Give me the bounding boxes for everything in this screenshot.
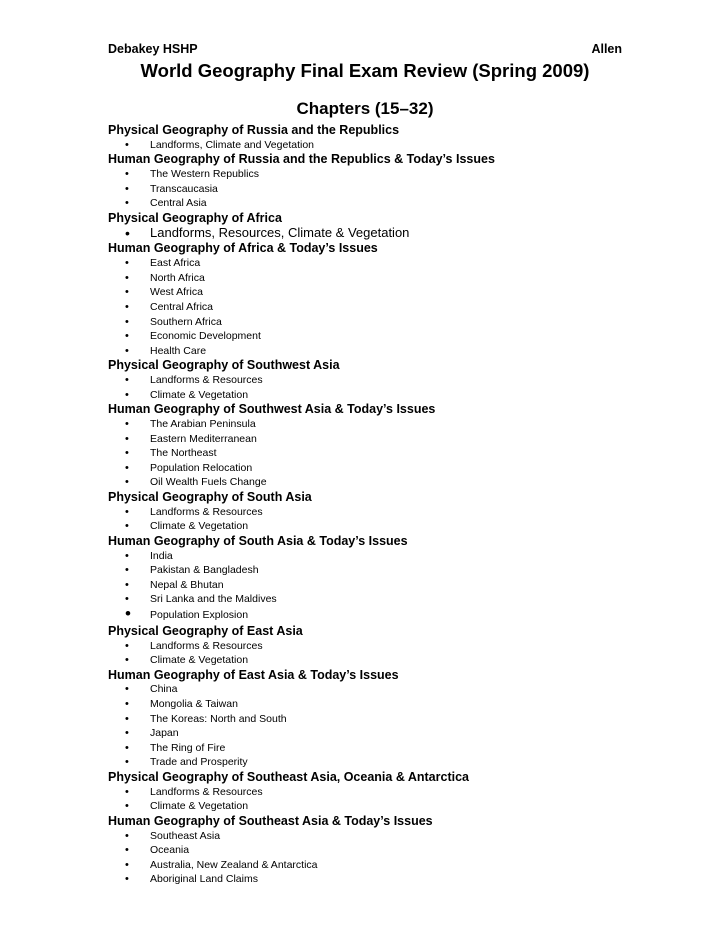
list-item: • The Koreas: North and South [108, 712, 622, 727]
list-item: • Economic Development [108, 329, 622, 344]
list-item: • Mongolia & Taiwan [108, 697, 622, 712]
list-item: • Population Explosion [108, 607, 622, 624]
list-item: • India [108, 549, 622, 564]
list-item: • Nepal & Bhutan [108, 578, 622, 593]
section-heading: Human Geography of South Asia & Today’s Issues [108, 533, 408, 548]
bullet-list [108, 417, 622, 490]
list-item: • Japan [108, 726, 622, 741]
bullet-list [108, 167, 622, 211]
teacher-name: Allen [591, 42, 622, 56]
list-item: • Climate & Vegetation [108, 653, 622, 668]
list-item: • Sri Lanka and the Maldives [108, 592, 622, 607]
bullet-list [108, 549, 622, 624]
section-heading: Physical Geography of Africa [108, 210, 282, 225]
bullet-list [108, 682, 622, 770]
section-heading: Physical Geography of East Asia [108, 623, 303, 638]
section-heading: Human Geography of East Asia & Today’s Issues [108, 667, 399, 682]
list-item: • Oceania [108, 843, 622, 858]
list-item: • Pakistan & Bangladesh [108, 563, 622, 578]
school-name: Debakey HSHP [108, 42, 198, 56]
section-heading: Human Geography of Africa & Today’s Issues [108, 241, 378, 256]
list-item: • Aboriginal Land Claims [108, 872, 622, 887]
list-item: • East Africa [108, 256, 622, 271]
section-heading: Physical Geography of Russia and the Republics [108, 123, 400, 137]
bullet-list [108, 505, 622, 534]
bullet-list [108, 373, 622, 402]
review-sections [108, 123, 622, 887]
list-item: • The Arabian Peninsula [108, 417, 622, 432]
bullet-list [108, 785, 622, 814]
list-item: • Population Relocation [108, 461, 622, 476]
section-heading: Human Geography of Southwest Asia & Today’s Issues [108, 402, 436, 417]
list-item: • Landforms & Resources [108, 505, 622, 520]
page-header [108, 42, 622, 57]
section-heading: Physical Geography of Southwest Asia [108, 358, 340, 373]
list-item: • Health Care [108, 344, 622, 359]
list-item: • Landforms, Climate and Vegetation [108, 138, 622, 153]
list-item: • The Ring of Fire [108, 741, 622, 756]
list-item: • Transcaucasia [108, 182, 622, 197]
list-item: • The Northeast [108, 446, 622, 461]
section-heading: Human Geography of Russia and the Republics & Today’s Issues [108, 152, 495, 167]
bullet-list [108, 829, 622, 887]
list-item: • Climate & Vegetation [108, 799, 622, 814]
bullet-list [108, 639, 622, 668]
list-item: • Southeast Asia [108, 829, 622, 844]
document-title: World Geography Final Exam Review (Spring 2009) [140, 60, 590, 81]
list-item: • Landforms & Resources [108, 785, 622, 800]
list-item: • China [108, 682, 622, 697]
section-heading: Physical Geography of Southeast Asia, Oceania & Antarctica [108, 770, 469, 785]
list-item: • Southern Africa [108, 315, 622, 330]
bullet-list [108, 225, 622, 241]
section-heading: Human Geography of Southeast Asia & Today’s Issues [108, 813, 433, 828]
list-item: • Landforms, Resources, Climate & Vegetation [108, 225, 622, 241]
list-item: • Oil Wealth Fuels Change [108, 475, 622, 490]
document-subtitle: Chapters (15–32) [296, 99, 434, 118]
list-item: • Australia, New Zealand & Antarctica [108, 858, 622, 873]
list-item: • Landforms & Resources [108, 639, 622, 654]
list-item: • North Africa [108, 271, 622, 286]
list-item: • Landforms & Resources [108, 373, 622, 388]
document-page [108, 42, 622, 887]
list-item: • Central Africa [108, 300, 622, 315]
list-item: • Central Asia [108, 196, 622, 211]
section-heading: Physical Geography of South Asia [108, 489, 312, 504]
bullet-list [108, 256, 622, 358]
list-item: • The Western Republics [108, 167, 622, 182]
bullet-list [108, 138, 622, 153]
list-item: • West Africa [108, 285, 622, 300]
list-item: • Trade and Prosperity [108, 755, 622, 770]
list-item: • Climate & Vegetation [108, 388, 622, 403]
list-item: • Climate & Vegetation [108, 519, 622, 534]
list-item: • Eastern Mediterranean [108, 432, 622, 447]
